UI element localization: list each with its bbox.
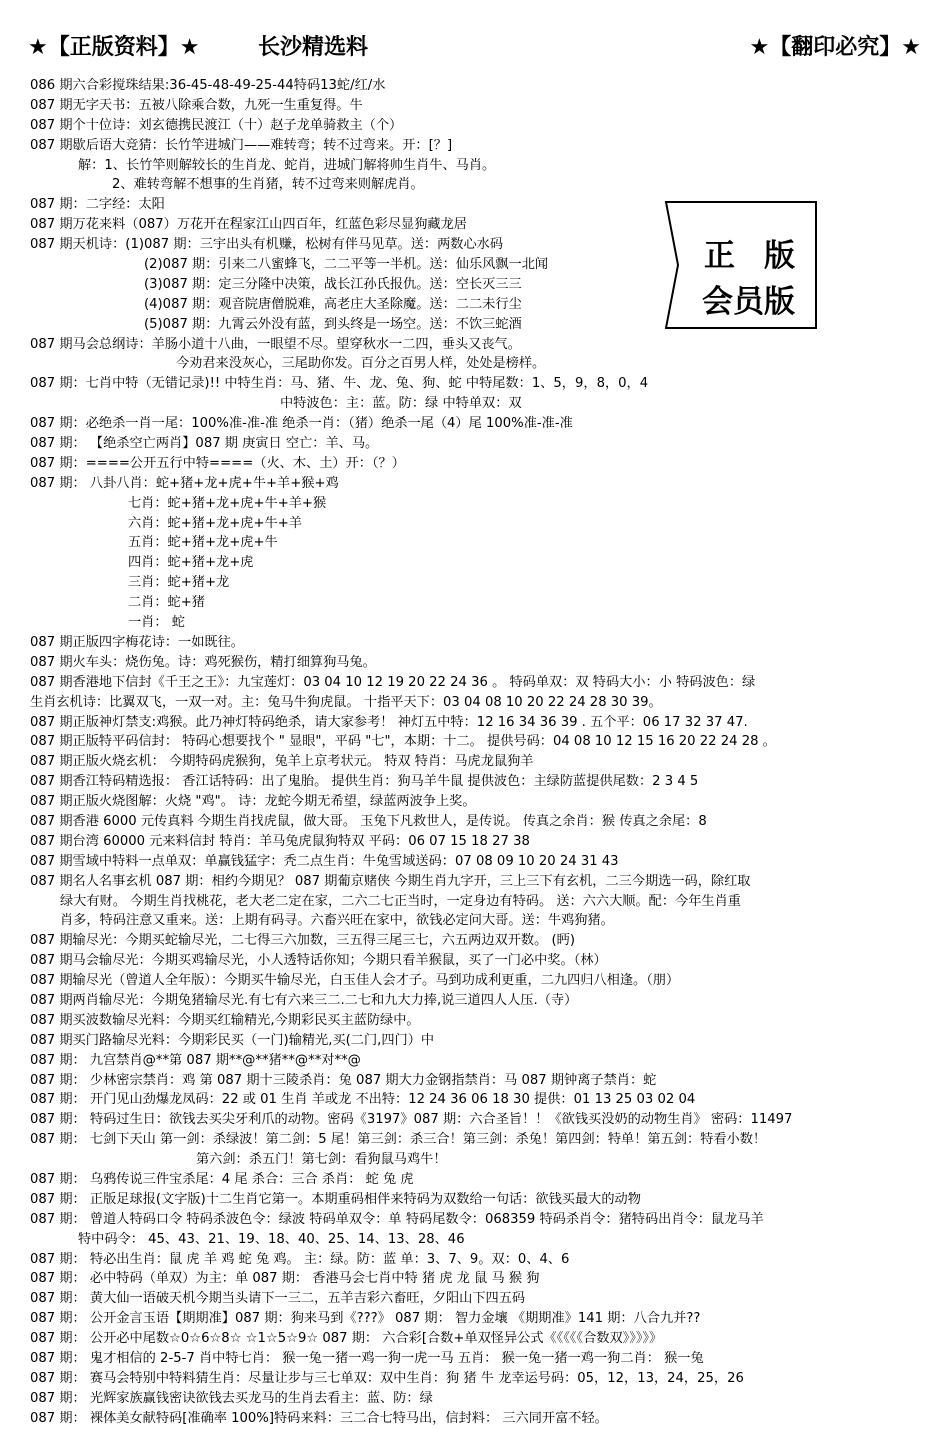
document-line: 087 期： 少林密宗禁肖：鸡 第 087 期十三陵杀肖：兔 087 期大力金钢指禁肖：马 087 期钟离子禁肖：蛇 <box>30 1072 657 1088</box>
document-line: 今劝君来没灰心，三尾助你发。百分之百男人样，处处是榜样。 <box>176 356 546 372</box>
document-line: 087 期买波数输尽光料：今期买红输精光,今期彩民买主蓝防绿中。 <box>30 1012 420 1028</box>
document-line: 087 期：====公开五行中特====（火、木、土）开：（？） <box>30 455 405 471</box>
document-line: 四肖：蛇+猪+龙+虎 <box>128 555 254 571</box>
document-line: (4)087 期：观音院唐僧脱难，高老庄大圣除魔。送：二二未行尘 <box>144 296 522 312</box>
document-line: 二肖：蛇+猪 <box>128 595 205 611</box>
document-line: 中特波色：主：蓝。防：绿 中特单双：双 <box>280 396 522 412</box>
badge-member-edition: 会员版 <box>702 284 795 320</box>
document-line: 087 期无字天书：五被八除乘合数，九死一生重复得。牛 <box>30 97 363 113</box>
document-line: 七肖：蛇+猪+龙+虎+牛+羊+猴 <box>128 495 327 511</box>
document-line: 087 期名人名事玄机 087 期：相约今期见？ 087 期葡京赌侠 今期生肖九字开，三上三下有玄机，二三今期选一码，除红取 <box>30 873 751 889</box>
document-line: 087 期马会总纲诗：羊肠小道十八曲，一眼望不尽。望穿秋水一二四，垂头又丧气。 <box>30 336 521 352</box>
document-line: 肖多，特码注意又重来。送：上期有码寻。六畜兴旺在家中，欲钱必定问大哥。送：牛鸡狗猪。 <box>60 913 614 929</box>
document-line: 087 期： 曾道人特码口令 特码杀波色令：绿波 特码单双令：单 特码尾数令：068359 特码杀肖令：猪特码出肖令：鼠龙马羊 <box>30 1211 764 1227</box>
document-line: 087 期： 正版足球报(文字版)十二生肖它第一。本期重码相伴来特码为双数给一句话：欲钱买最大的动物 <box>30 1191 641 1207</box>
document-line: 087 期： 九宫禁肖@**第 087 期**@**猪**@**对**@ <box>30 1052 361 1068</box>
document-body <box>30 76 930 1429</box>
header-left-label: ★【正版资料】★ <box>28 35 200 60</box>
document-line: 087 期正版火烧玄机： 今期特码虎猴狗，兔羊上京考状元。 特双 特肖：马虎龙鼠狗羊 <box>30 754 534 770</box>
document-line: 087 期： 必中特码（单双）为主：单 087 期： 香港马会七肖中特 猪 虎 龙 鼠 马 猴 狗 <box>30 1271 540 1287</box>
document-line: 087 期： 八卦八肖：蛇+猪+龙+虎+牛+羊+猴+鸡 <box>30 475 339 491</box>
document-line: 生肖玄机诗：比翼双飞，一双一对。主：兔马牛狗虎鼠。 十指平天下：03 04 08 10 20 22 24 28 30 39。 <box>30 694 662 710</box>
document-line: 087 期买门路输尽光料：今期彩民买（一门)输精光,买(二门,四门）中 <box>30 1032 435 1048</box>
document-line: 087 期香港 6000 元传真料 今期生肖找虎鼠，做大哥。 玉兔下凡救世人，是传说。 传真之余肖：猴 传真之余尾：8 <box>30 813 707 829</box>
document-line: 087 期万花来料（087）万花开在程家江山四百年，红蓝色彩尽显狗藏龙居 <box>30 217 467 233</box>
document-line: 087 期正版火烧图解：火烧 "鸡"。 诗：龙蛇今期无希望，绿蓝两波争上奖。 <box>30 794 476 810</box>
document-line: 特中码令： 45、43、21、19、18、40、25、14、13、28、46 <box>78 1231 465 1247</box>
document-line: 086 期六合彩搅珠结果:36-45-48-49-25-44特码13蛇/红/水 <box>30 78 386 93</box>
document-line: 087 期： 裸体美女献特码[准确率 100%]特码来料：三二合七特马出，信封料： 三六同开富不轻。 <box>30 1410 608 1426</box>
document-line: 087 期： 【绝杀空亡两肖】087 期 庚寅日 空亡：羊、马。 <box>30 436 379 452</box>
document-line: 087 期雪域中特料一点单双：单赢钱猛字：秃二点生肖：牛兔雪域送码：07 08 09 10 20 24 31 43 <box>30 853 619 869</box>
document-line: 087 期输尽光：今期买蛇输尽光，二七得三六加数，三五得三尾三七，六五两边双开数。 (眄) <box>30 933 575 949</box>
document-line: (2)087 期：引来二八蜜蜂飞，二二平等一半机。送：仙乐风飘一北闻 <box>144 257 549 273</box>
document-line: 087 期正版四字梅花诗：一如既往。 <box>30 634 244 650</box>
document-line: 087 期个十位诗：刘玄德携民渡江（十）赵子龙单骑救主（个） <box>30 117 403 133</box>
document-line: 087 期天机诗：(1)087 期：三宇出头有机赚，松树有伴马见草。送：两数心水码 <box>30 237 504 253</box>
document-line: 087 期： 特必出生肖：鼠 虎 羊 鸡 蛇 兔 鸡。 主：绿。防：蓝 单：3、7、9。双：0、4、6 <box>30 1251 570 1267</box>
document-line: 解：1、长竹竿则解较长的生肖龙、蛇肖，进城门解将帅生肖牛、马肖。 <box>78 157 496 173</box>
document-line: 三肖：蛇+猪+龙 <box>128 575 230 591</box>
header-right-label: ★【翻印必究】★ <box>749 35 921 60</box>
document-line: 087 期： 光辉家族赢钱密诀欲钱去买龙马的生肖去看主：蓝、防：绿 <box>30 1390 433 1406</box>
document-line: 087 期： 赛马会特别中特料猜生肖：尽量让步与三七单双：双中生肖：狗 猪 牛 龙幸运号码：05，12，13，24，25，26 <box>30 1370 744 1386</box>
badge-char-ban: 版 <box>764 238 795 274</box>
document-line: 绿大有财。 今期生肖找桃花，老大老二定在家，二六二七正当时，一定身边有特码。 送：六六大顺。配：今年生肖重 <box>60 893 741 909</box>
page-title: 长沙精选料 <box>258 35 369 60</box>
document-line: 087 期香江特码精选报： 香江话特码：出了鬼胎。 提供生肖：狗马羊牛鼠 提供波色：主绿防蓝提供尾数：2 3 4 5 <box>30 774 699 790</box>
document-line: 087 期：二字经：太阳 <box>30 197 165 213</box>
document-line: 087 期火车头：烧伤兔。诗：鸡死猴伤，精打细算狗马兔。 <box>30 654 376 670</box>
document-line: 087 期： 开门见山劲爆龙凤码：22 或 01 生肖 羊或龙 不出特：12 24 36 06 18 30 提供：01 13 25 03 02 04 <box>30 1092 696 1108</box>
document-line: 087 期： 鬼才相信的 2-5-7 肖中特七肖： 猴一兔一猪一鸡一狗一虎一马 五肖： 猴一兔一猪一鸡一狗二肖： 猴一兔 <box>30 1351 704 1366</box>
document-line: 六肖：蛇+猪+龙+虎+牛+羊 <box>128 515 302 531</box>
document-line: 087 期香港地下信封《千王之王》：九宝莲灯：03 04 10 12 19 20 22 24 36 。 特码单双：双 特码大小：小 特码波色：绿 <box>30 674 756 690</box>
document-line: 087 期马会输尽光：今期买鸡输尽光，小人透特话你知；今期只看羊猴鼠，买了一门必中奖。（林） <box>30 953 607 969</box>
document-line: (3)087 期：定三分隆中决策，战长江孙氏报仇。送：空长灭三三 <box>144 276 522 292</box>
document-line: 087 期：七肖中特（无错记录)!! 中特生肖：马、猪、牛、龙、兔、狗、蛇 中特尾数：1、5，9，8，0，4 <box>30 376 649 392</box>
document-line: 087 期歇后语大竞猜：长竹竿进城门——难转弯；转不过弯来。开：[？] <box>30 137 453 153</box>
document-line: 一肖： 蛇 <box>128 615 185 631</box>
document-line: 087 期： 黄大仙一语破天机今期当头请下一三二，五羊吉彩六畜旺，夕阳山下四五码 <box>30 1291 526 1307</box>
page-header <box>0 30 947 64</box>
document-line: 087 期： 乌鸦传说三件宝杀尾：4 尾 杀合：三合 杀肖： 蛇 兔 虎 <box>30 1171 414 1187</box>
document-line: 087 期： 公开必中尾数☆0☆6☆8☆ ☆1☆5☆9☆ 087 期： 六合彩[合数+单双怪异公式《《《《《合数双》》》》》 <box>30 1331 663 1347</box>
document-line: 087 期：必绝杀一肖一尾：100%准-准-准 绝杀一肖：（猪）绝杀一尾（4）尾 100%准-准-准 <box>30 416 573 432</box>
document-line: 087 期： 公开金言玉语【期期准】087 期：狗来马到《???》 087 期： 智力金壤 《期期准》141 期：八合九并?? <box>30 1311 701 1327</box>
document-line: 五肖：蛇+猪+龙+虎+牛 <box>128 535 278 551</box>
document-line: 087 期正版特平码信封： 特码心想要找个 " 显眼"，平码 "七"，本期：十二。 提供号码：04 08 10 12 15 16 20 22 24 28 。 <box>30 734 776 750</box>
document-line: (5)087 期：九霄云外没有蓝，到头终是一场空。送：不饮三蛇酒 <box>144 316 522 332</box>
badge-char-zheng: 正 <box>704 238 735 274</box>
document-line: 087 期正版神灯禁支:鸡猴。此乃神灯特码绝杀，请大家参考！ 神灯五中特：12 16 34 36 39 . 五个平：06 17 32 37 47. <box>30 714 748 730</box>
document-line: 2、难转弯解不想事的生肖猪，转不过弯来则解虎肖。 <box>112 177 424 193</box>
document-line: 087 期： 七剑下天山 第一剑：杀绿波！第二剑：5 尾！第三剑：杀三合！第三剑：杀兔！第四剑：特单！第五剑：特看小数！ <box>30 1132 767 1148</box>
document-line: 087 期两肖输尽光：今期兔猪输尽光.有七有六来三二.二七和九大力捧,说三道四人人压.（寺） <box>30 992 578 1008</box>
document-line: 087 期台湾 60000 元来料信封 特肖：羊马兔虎鼠狗特双 平码：06 07 15 18 27 38 <box>30 833 530 849</box>
document-line: 第六剑：杀五门！第七剑：看狗鼠马鸡牛！ <box>196 1152 447 1168</box>
document-line: 087 期输尽光（曾道人全年版）：今期买牛输尽光，白玉佳人会才子。马到功成利更重，二九四归八相逢。（朋） <box>30 973 680 989</box>
document-line: 087 期： 特码过生日：欲钱去买尖牙利爪的动物。密码《3197》087 期：六合圣旨！！《欲钱买没奶的动物生肖》 密码：11497 <box>30 1112 793 1128</box>
